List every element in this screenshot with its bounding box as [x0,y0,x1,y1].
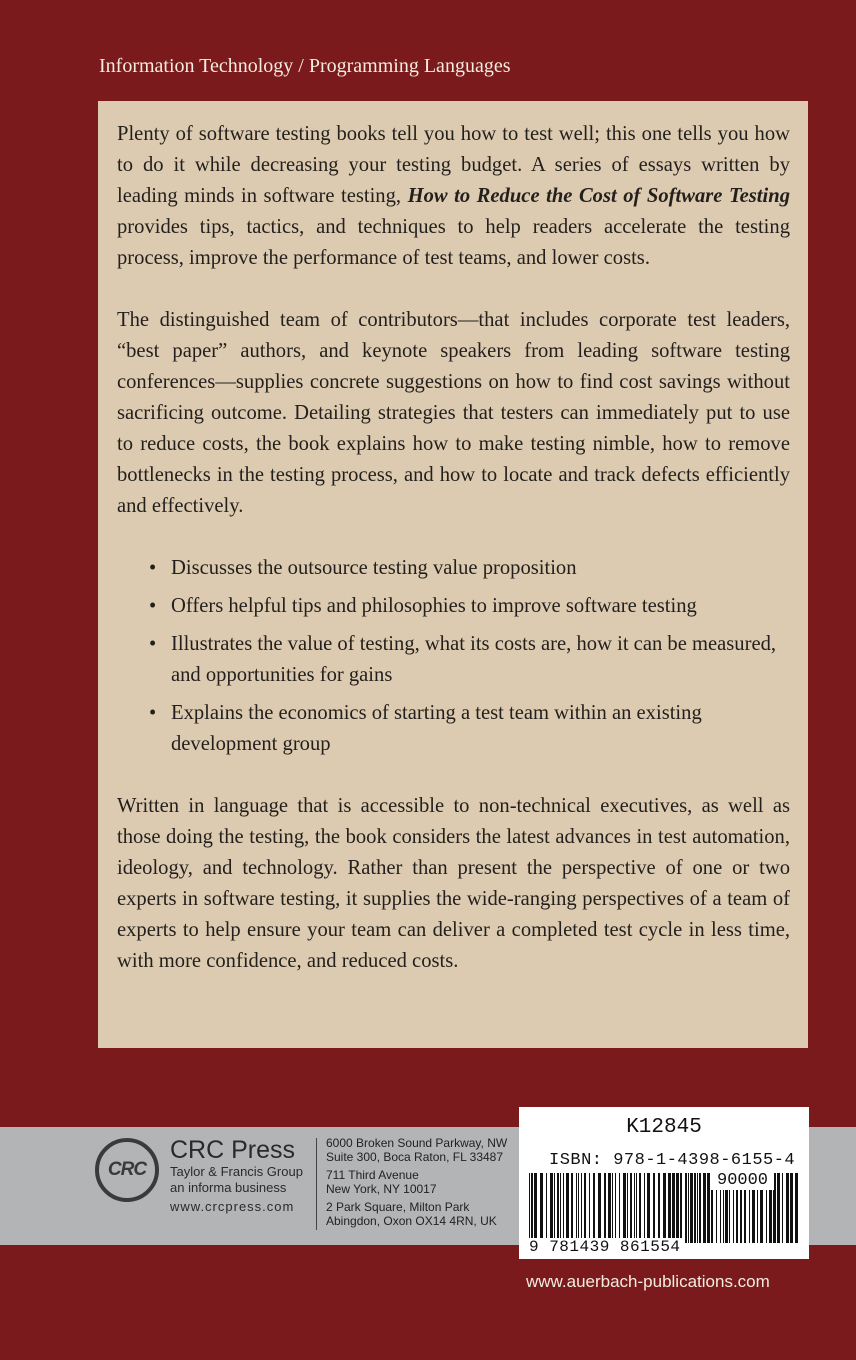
intro-paragraph: Plenty of software testing books tell you how to test well; this one tells you how to do it while decreasing your testing budget. A series of essays written by leading minds in software testing, How to Reduce the Cost of Software Testing provides tips, tactics, and techniques to help readers accelerate the testing process, improve the performance of test teams, and lower costs. [117,123,790,269]
barcode-stripe [608,1173,611,1243]
isbn-label: ISBN: 978-1-4398-6155-4 [549,1151,796,1170]
barcode-stripe [529,1173,530,1243]
address-block: 711 Third Avenue New York, NY 10017 [326,1168,437,1196]
barcode-stripe [634,1173,635,1243]
barcode-stripe [672,1173,675,1243]
barcode-stripe [589,1173,590,1243]
barcode-stripe [703,1173,706,1243]
divider [316,1138,317,1230]
description-panel [98,101,808,1048]
barcode-stripe [563,1173,564,1243]
category-label: Information Technology / Programming Languages [99,55,511,77]
barcode-stripe [604,1173,606,1243]
barcode-stripe [668,1173,671,1243]
publisher-group: Taylor & Francis Group [170,1164,303,1179]
catalog-code: K12845 [626,1116,702,1139]
barcode-stripe [581,1173,582,1243]
contributors-paragraph: The distinguished team of contributors—that includes corporate test leaders, “best paper” authors, and keynote speakers from leading software testing conferences—supplies concrete suggestions on how to find cost savings without sacrificing outcome. Detailing strategies that testers can immediately put to use to reduce costs, the book explains how to make testing nimble, how to remove bottlenecks in the testing process, and how to locate and track defects efficiently and effectively. [117,309,790,517]
barcode-stripe [647,1173,650,1243]
barcode-stripe [786,1173,789,1243]
barcode-box [519,1107,809,1259]
price-code: 90000 [711,1171,774,1190]
barcode-stripe [795,1173,798,1243]
barcode-stripe [663,1173,666,1243]
barcode-stripe [685,1173,687,1243]
barcode-stripe [584,1173,586,1243]
barcode-stripe [623,1173,626,1243]
barcode-stripe [644,1173,645,1243]
closing-paragraph: Written in language that is accessible to non-technical executives, as well as those doing the testing, the book considers the latest advances in test automation, ideology, and technology. Rather than present the perspective of one or two experts in software testing, it supplies the wide-ranging perspectives of a team of experts to help ensure your team can deliver a completed test cycle in less time, with more confidence, and reduced costs. [117,795,790,972]
publisher-addresses [326,1136,507,1232]
barcode-stripe [653,1173,655,1243]
barcode-stripe [550,1173,553,1243]
book-title: How to Reduce the Cost of Software Testing [407,185,790,207]
feature-item: • Illustrates the value of testing, what its costs are, how it can be measured, and opportunities for gains [149,629,790,691]
address-block: 2 Park Square, Milton Park Abingdon, Oxon OX14 4RN, UK [326,1200,497,1228]
barcode-stripe [593,1173,595,1243]
barcode-stripe [688,1173,689,1243]
barcode-stripe [658,1173,660,1243]
barcode-stripe [560,1173,561,1243]
barcode-stripe [578,1173,579,1243]
barcode-stripe [782,1173,783,1243]
publisher-info [170,1136,303,1216]
barcode-stripe [676,1173,679,1243]
barcode-stripe [534,1173,537,1243]
feature-list [117,553,790,760]
barcode-stripe [680,1173,682,1243]
publisher-name: CRC Press [170,1136,296,1164]
barcode-stripe [557,1173,559,1243]
crc-logo-icon: CRC [95,1138,159,1202]
barcode-stripe [566,1173,569,1243]
imprint-website: www.auerbach-publications.com [526,1272,770,1291]
barcode-stripe [639,1173,641,1243]
publisher-website: www.crcpress.com [170,1199,295,1214]
barcode-stripe [699,1173,701,1243]
barcode-stripe [636,1173,637,1243]
feature-item: • Discusses the outsource testing value proposition [149,553,790,584]
barcode-number: 9 781439 861554 [529,1238,681,1256]
barcode-stripe [694,1173,696,1243]
barcode-stripe [630,1173,632,1243]
barcode-stripe [540,1173,543,1243]
barcode-stripe [615,1173,616,1243]
barcode-stripe [598,1173,601,1243]
barcode-stripe [627,1173,628,1243]
barcode-stripe [619,1173,620,1243]
barcode-stripe [571,1173,573,1243]
barcode-stripe [554,1173,555,1243]
feature-item: • Explains the economics of starting a test team within an existing development group [149,698,790,760]
publisher-tagline: an informa business [170,1180,287,1195]
barcode-stripe [707,1173,710,1243]
barcode-stripe [531,1173,533,1243]
address-block: 6000 Broken Sound Parkway, NW Suite 300, Boca Raton, FL 33487 [326,1136,508,1164]
barcode-stripe [612,1173,613,1243]
barcode-stripe [690,1173,693,1243]
barcode-stripe [546,1173,547,1243]
barcode-stripe [777,1173,780,1243]
barcode-stripe [697,1173,698,1243]
barcode-stripe [790,1173,793,1243]
feature-item: • Offers helpful tips and philosophies to improve software testing [149,591,790,622]
barcode-stripe [576,1173,577,1243]
